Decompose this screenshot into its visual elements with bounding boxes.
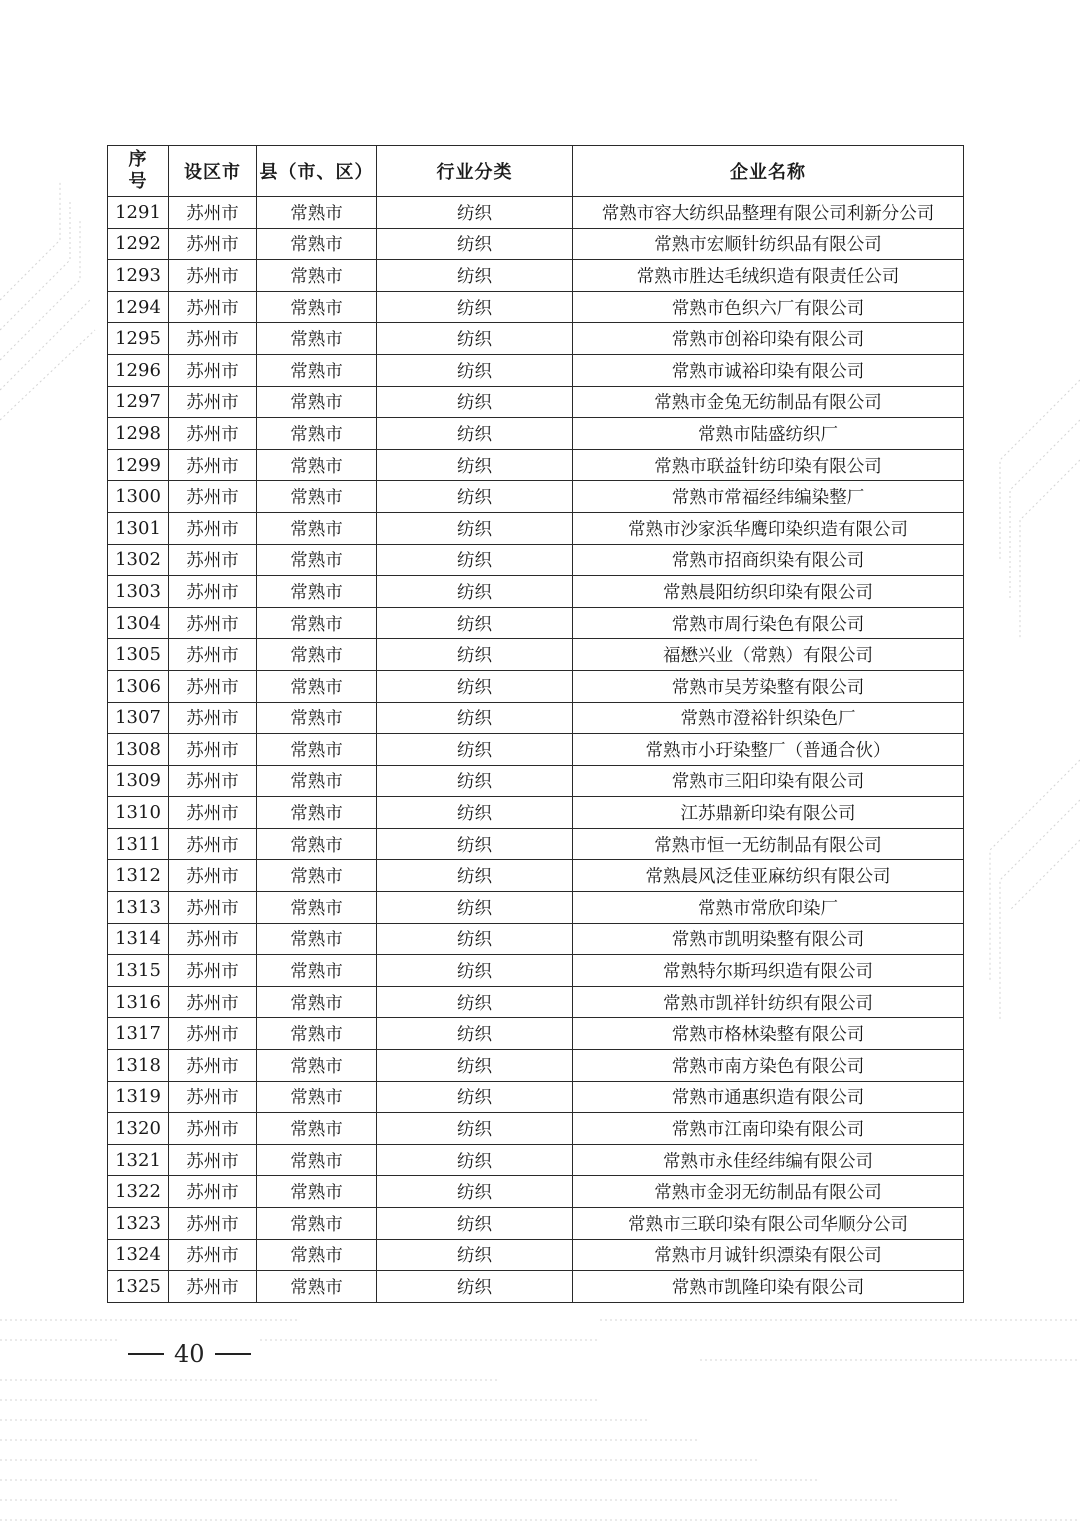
table-row (108, 449, 964, 481)
cell-serial-number: 1293 (108, 260, 169, 292)
cell-serial-number: 1305 (108, 639, 169, 671)
cell-serial-number: 1309 (108, 765, 169, 797)
cell-company-name: 常熟市月诚针织漂染有限公司 (573, 1239, 964, 1271)
header-industry: 行业分类 (377, 146, 573, 197)
table-row (108, 228, 964, 260)
table-row (108, 1239, 964, 1271)
footer-dash-left (128, 1353, 164, 1355)
cell-company-name: 常熟市三阳印染有限公司 (573, 765, 964, 797)
cell-serial-number: 1324 (108, 1239, 169, 1271)
cell-company-name: 常熟市胜达毛绒织造有限责任公司 (573, 260, 964, 292)
cell-county: 常熟市 (257, 797, 377, 829)
cell-company-name: 常熟市恒一无纺制品有限公司 (573, 828, 964, 860)
cell-city: 苏州市 (169, 291, 257, 323)
header-county: 县（市、区） (257, 146, 377, 197)
cell-industry: 纺织 (377, 544, 573, 576)
cell-company-name: 常熟特尔斯玛织造有限公司 (573, 955, 964, 987)
cell-serial-number: 1321 (108, 1144, 169, 1176)
cell-county: 常熟市 (257, 670, 377, 702)
cell-company-name: 常熟市常欣印染厂 (573, 892, 964, 924)
cell-serial-number: 1318 (108, 1050, 169, 1082)
cell-city: 苏州市 (169, 544, 257, 576)
cell-county: 常熟市 (257, 260, 377, 292)
cell-city: 苏州市 (169, 955, 257, 987)
cell-city: 苏州市 (169, 1050, 257, 1082)
cell-industry: 纺织 (377, 923, 573, 955)
table-row (108, 512, 964, 544)
cell-county: 常熟市 (257, 386, 377, 418)
cell-city: 苏州市 (169, 449, 257, 481)
table-row (108, 386, 964, 418)
cell-industry: 纺织 (377, 1144, 573, 1176)
cell-industry: 纺织 (377, 576, 573, 608)
table-row (108, 670, 964, 702)
enterprise-table (107, 145, 964, 1303)
cell-city: 苏州市 (169, 481, 257, 513)
cell-industry: 纺织 (377, 260, 573, 292)
cell-county: 常熟市 (257, 860, 377, 892)
cell-county: 常熟市 (257, 512, 377, 544)
cell-city: 苏州市 (169, 386, 257, 418)
cell-industry: 纺织 (377, 639, 573, 671)
cell-serial-number: 1314 (108, 923, 169, 955)
cell-industry: 纺织 (377, 702, 573, 734)
cell-serial-number: 1295 (108, 323, 169, 355)
cell-industry: 纺织 (377, 734, 573, 766)
cell-county: 常熟市 (257, 544, 377, 576)
cell-company-name: 常熟晨风泛佳亚麻纺织有限公司 (573, 860, 964, 892)
cell-company-name: 常熟市联益针纺印染有限公司 (573, 449, 964, 481)
cell-serial-number: 1307 (108, 702, 169, 734)
cell-city: 苏州市 (169, 1144, 257, 1176)
cell-serial-number: 1304 (108, 607, 169, 639)
cell-county: 常熟市 (257, 1050, 377, 1082)
cell-city: 苏州市 (169, 323, 257, 355)
cell-company-name: 常熟市凯祥针纺织有限公司 (573, 986, 964, 1018)
cell-county: 常熟市 (257, 228, 377, 260)
cell-company-name: 常熟市吴芳染整有限公司 (573, 670, 964, 702)
cell-city: 苏州市 (169, 639, 257, 671)
table-row (108, 291, 964, 323)
footer-dash-right (215, 1353, 251, 1355)
cell-company-name: 常熟晨阳纺织印染有限公司 (573, 576, 964, 608)
cell-county: 常熟市 (257, 1018, 377, 1050)
cell-county: 常熟市 (257, 1176, 377, 1208)
cell-industry: 纺织 (377, 670, 573, 702)
cell-county: 常熟市 (257, 1144, 377, 1176)
cell-county: 常熟市 (257, 481, 377, 513)
table-row (108, 892, 964, 924)
cell-company-name: 常熟市宏顺针纺织品有限公司 (573, 228, 964, 260)
cell-city: 苏州市 (169, 607, 257, 639)
cell-city: 苏州市 (169, 892, 257, 924)
cell-company-name: 常熟市凯隆印染有限公司 (573, 1271, 964, 1303)
cell-serial-number: 1297 (108, 386, 169, 418)
cell-company-name: 常熟市色织六厂有限公司 (573, 291, 964, 323)
cell-company-name: 常熟市澄裕针织染色厂 (573, 702, 964, 734)
table-row (108, 576, 964, 608)
cell-company-name: 常熟市招商织染有限公司 (573, 544, 964, 576)
table-row (108, 260, 964, 292)
cell-serial-number: 1322 (108, 1176, 169, 1208)
cell-industry: 纺织 (377, 386, 573, 418)
cell-county: 常熟市 (257, 418, 377, 450)
cell-city: 苏州市 (169, 1176, 257, 1208)
cell-county: 常熟市 (257, 734, 377, 766)
cell-company-name: 常熟市通惠织造有限公司 (573, 1081, 964, 1113)
cell-city: 苏州市 (169, 1271, 257, 1303)
table-row (108, 734, 964, 766)
cell-company-name: 常熟市诚裕印染有限公司 (573, 354, 964, 386)
cell-county: 常熟市 (257, 892, 377, 924)
cell-company-name: 常熟市金羽无纺制品有限公司 (573, 1176, 964, 1208)
cell-city: 苏州市 (169, 986, 257, 1018)
cell-company-name: 常熟市沙家浜华鹰印染织造有限公司 (573, 512, 964, 544)
cell-company-name: 常熟市陆盛纺织厂 (573, 418, 964, 450)
cell-industry: 纺织 (377, 197, 573, 229)
cell-city: 苏州市 (169, 512, 257, 544)
cell-serial-number: 1300 (108, 481, 169, 513)
cell-industry: 纺织 (377, 1018, 573, 1050)
header-serial-top: 序 (128, 149, 148, 170)
cell-industry: 纺织 (377, 449, 573, 481)
cell-industry: 纺织 (377, 1081, 573, 1113)
cell-county: 常熟市 (257, 639, 377, 671)
table-row (108, 797, 964, 829)
cell-serial-number: 1319 (108, 1081, 169, 1113)
cell-city: 苏州市 (169, 1208, 257, 1240)
cell-serial-number: 1303 (108, 576, 169, 608)
table-row (108, 481, 964, 513)
cell-serial-number: 1325 (108, 1271, 169, 1303)
table-row (108, 702, 964, 734)
header-serial-number (108, 146, 169, 197)
table-row (108, 197, 964, 229)
cell-city: 苏州市 (169, 670, 257, 702)
table-row (108, 1271, 964, 1303)
table-row (108, 607, 964, 639)
cell-county: 常熟市 (257, 702, 377, 734)
cell-industry: 纺织 (377, 607, 573, 639)
cell-county: 常熟市 (257, 1208, 377, 1240)
cell-company-name: 福懋兴业（常熟）有限公司 (573, 639, 964, 671)
table-row (108, 923, 964, 955)
cell-industry: 纺织 (377, 418, 573, 450)
table-row (108, 1081, 964, 1113)
cell-county: 常熟市 (257, 828, 377, 860)
table-row (108, 955, 964, 987)
cell-industry: 纺织 (377, 1239, 573, 1271)
cell-county: 常熟市 (257, 955, 377, 987)
cell-city: 苏州市 (169, 1113, 257, 1145)
cell-industry: 纺织 (377, 765, 573, 797)
cell-industry: 纺织 (377, 354, 573, 386)
cell-city: 苏州市 (169, 576, 257, 608)
cell-city: 苏州市 (169, 765, 257, 797)
cell-company-name: 常熟市小玗染整厂（普通合伙） (573, 734, 964, 766)
cell-county: 常熟市 (257, 1239, 377, 1271)
table-row (108, 323, 964, 355)
cell-city: 苏州市 (169, 702, 257, 734)
cell-industry: 纺织 (377, 1176, 573, 1208)
cell-city: 苏州市 (169, 797, 257, 829)
cell-company-name: 常熟市容大纺织品整理有限公司利新分公司 (573, 197, 964, 229)
cell-serial-number: 1308 (108, 734, 169, 766)
table-row (108, 1208, 964, 1240)
header-city: 设区市 (169, 146, 257, 197)
header-company-name: 企业名称 (573, 146, 964, 197)
cell-company-name: 常熟市永佳经纬编有限公司 (573, 1144, 964, 1176)
table-row (108, 639, 964, 671)
cell-industry: 纺织 (377, 481, 573, 513)
table-row (108, 1144, 964, 1176)
table-row (108, 986, 964, 1018)
cell-company-name: 江苏鼎新印染有限公司 (573, 797, 964, 829)
cell-city: 苏州市 (169, 418, 257, 450)
cell-industry: 纺织 (377, 892, 573, 924)
cell-county: 常熟市 (257, 323, 377, 355)
cell-county: 常熟市 (257, 607, 377, 639)
cell-serial-number: 1310 (108, 797, 169, 829)
cell-company-name: 常熟市金兔无纺制品有限公司 (573, 386, 964, 418)
cell-serial-number: 1323 (108, 1208, 169, 1240)
cell-serial-number: 1312 (108, 860, 169, 892)
cell-company-name: 常熟市三联印染有限公司华顺分公司 (573, 1208, 964, 1240)
cell-city: 苏州市 (169, 228, 257, 260)
cell-city: 苏州市 (169, 860, 257, 892)
cell-serial-number: 1299 (108, 449, 169, 481)
cell-company-name: 常熟市创裕印染有限公司 (573, 323, 964, 355)
cell-county: 常熟市 (257, 291, 377, 323)
table-header-row (108, 146, 964, 197)
cell-county: 常熟市 (257, 765, 377, 797)
cell-serial-number: 1306 (108, 670, 169, 702)
cell-industry: 纺织 (377, 1113, 573, 1145)
table-row (108, 354, 964, 386)
cell-city: 苏州市 (169, 923, 257, 955)
table-row (108, 544, 964, 576)
cell-serial-number: 1292 (108, 228, 169, 260)
cell-industry: 纺织 (377, 860, 573, 892)
cell-county: 常熟市 (257, 1271, 377, 1303)
cell-industry: 纺织 (377, 986, 573, 1018)
cell-serial-number: 1311 (108, 828, 169, 860)
cell-company-name: 常熟市周行染色有限公司 (573, 607, 964, 639)
cell-city: 苏州市 (169, 1239, 257, 1271)
page-number: 40 (174, 1340, 205, 1368)
cell-industry: 纺织 (377, 512, 573, 544)
cell-serial-number: 1291 (108, 197, 169, 229)
cell-serial-number: 1315 (108, 955, 169, 987)
cell-industry: 纺织 (377, 797, 573, 829)
cell-city: 苏州市 (169, 734, 257, 766)
cell-company-name: 常熟市凯明染整有限公司 (573, 923, 964, 955)
table-row (108, 1018, 964, 1050)
page-footer (128, 1340, 251, 1368)
cell-industry: 纺织 (377, 323, 573, 355)
cell-city: 苏州市 (169, 260, 257, 292)
cell-industry: 纺织 (377, 1050, 573, 1082)
cell-city: 苏州市 (169, 354, 257, 386)
cell-company-name: 常熟市江南印染有限公司 (573, 1113, 964, 1145)
cell-county: 常熟市 (257, 923, 377, 955)
cell-city: 苏州市 (169, 197, 257, 229)
cell-serial-number: 1320 (108, 1113, 169, 1145)
cell-city: 苏州市 (169, 1081, 257, 1113)
cell-industry: 纺织 (377, 228, 573, 260)
table-row (108, 1113, 964, 1145)
cell-industry: 纺织 (377, 1208, 573, 1240)
cell-city: 苏州市 (169, 1018, 257, 1050)
cell-county: 常熟市 (257, 1113, 377, 1145)
table-row (108, 765, 964, 797)
table-row (108, 1176, 964, 1208)
cell-company-name: 常熟市常福经纬编染整厂 (573, 481, 964, 513)
cell-county: 常熟市 (257, 986, 377, 1018)
cell-county: 常熟市 (257, 1081, 377, 1113)
cell-serial-number: 1302 (108, 544, 169, 576)
cell-serial-number: 1296 (108, 354, 169, 386)
cell-serial-number: 1316 (108, 986, 169, 1018)
table-row (108, 1050, 964, 1082)
cell-city: 苏州市 (169, 828, 257, 860)
cell-serial-number: 1298 (108, 418, 169, 450)
cell-serial-number: 1294 (108, 291, 169, 323)
cell-industry: 纺织 (377, 291, 573, 323)
table-row (108, 418, 964, 450)
cell-serial-number: 1301 (108, 512, 169, 544)
cell-industry: 纺织 (377, 955, 573, 987)
header-serial-bottom: 号 (128, 171, 148, 192)
table-row (108, 828, 964, 860)
cell-county: 常熟市 (257, 354, 377, 386)
cell-industry: 纺织 (377, 1271, 573, 1303)
cell-county: 常熟市 (257, 576, 377, 608)
cell-serial-number: 1317 (108, 1018, 169, 1050)
cell-county: 常熟市 (257, 449, 377, 481)
cell-company-name: 常熟市南方染色有限公司 (573, 1050, 964, 1082)
cell-county: 常熟市 (257, 197, 377, 229)
cell-industry: 纺织 (377, 828, 573, 860)
cell-serial-number: 1313 (108, 892, 169, 924)
table-row (108, 860, 964, 892)
cell-company-name: 常熟市格林染整有限公司 (573, 1018, 964, 1050)
